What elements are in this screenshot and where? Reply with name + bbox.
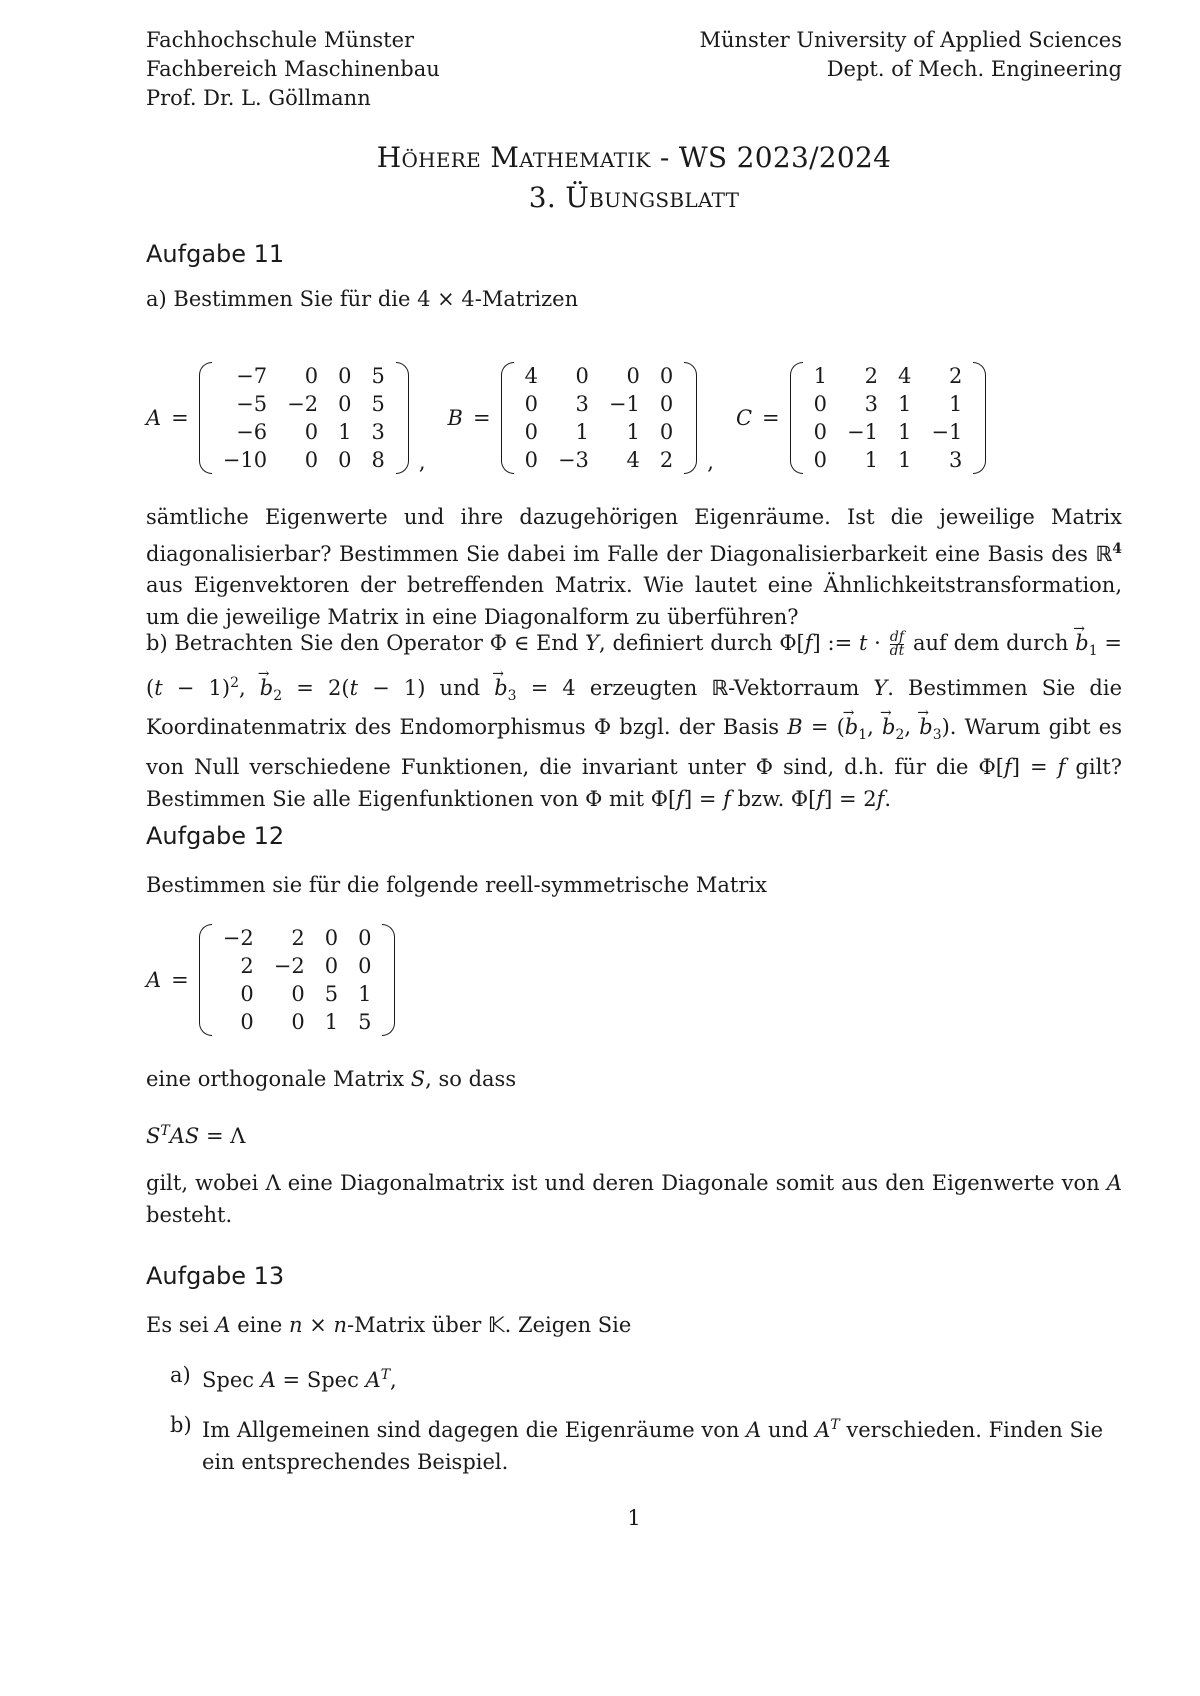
task-12-equation: $S^TAS = \Lambda$ — [146, 1123, 246, 1148]
header-left — [146, 26, 440, 113]
title-line-1: Höhere Mathematik - WS 2023/2024 — [376, 141, 892, 174]
matrix-c: 1 2 4 2 0 3 1 1 0 −1 1 −1 0 1 1 3 — [790, 362, 987, 474]
page-title — [146, 138, 1122, 218]
task-12-intro: Bestimmen sie für die folgende reell-symmetrische Matrix — [146, 873, 767, 897]
matrix-label: A — [146, 968, 162, 992]
header-university-en: Münster University of Applied Sciences — [699, 28, 1122, 52]
header-department-de: Fachbereich Maschinenbau — [146, 57, 440, 81]
task-12-conclusion: gilt, wobei Λ eine Diagonalmatrix ist und deren Diagonale somit aus den Eigenwerte von A besteht. — [146, 1171, 1122, 1227]
task-11-b-text: b) Betrachten Sie den Operator Φ ∈ End Y, definiert durch Φ[f] := t · $\frac{df}{dt}$ auf dem durch → $b_1 = (t - 1)^2$, → $b_2 = 2(t - 1)$ und → $b_3 = 4$ erzeugten ℝ-Vektorraum Y. Bestimmen Sie die Koordinatenmatrix des Endomorphismus Φ bzgl. der Basis B = (→ $b_1$, → $b_2$, → $b_3$). Warum gibt es von Null verschiedene Funktionen, die invariant unter Φ sind, d.h. für die Φ[f] = f gilt? Bestimmen Sie alle Eigenfunktionen von Φ mit Φ[f] = f bzw. Φ[f] = 2f. — [146, 628, 1122, 815]
matrix-b-label: B — [447, 406, 463, 430]
header-university-de: Fachhochschule Münster — [146, 28, 415, 52]
matrix-b: 4 0 0 0 0 3 −1 0 0 1 1 0 0 −3 4 2 — [501, 362, 698, 474]
matrix-a: −7 0 0 5 −5 −2 0 5 −6 0 1 3 −10 0 0 8 — [199, 362, 409, 474]
task-12-line-2: eine orthogonale Matrix S, so dass — [146, 1067, 517, 1091]
matrix-c-label: C — [735, 406, 753, 430]
task-13-heading: Aufgabe 13 — [146, 1262, 285, 1290]
task-13-item-b: b) Im Allgemeinen sind dagegen die Eigenräume von A und $A^T$ verschieden. Finden Sie ein entsprechendes Beispiel. — [170, 1413, 1104, 1474]
task-13-intro: Es sei A eine n × n-Matrix über 𝕂. Zeigen Sie — [146, 1313, 632, 1337]
task-13-item-a: a) Spec A = Spec $A^T$, — [170, 1363, 397, 1392]
task-12-matrix-row: A = −2 2 0 0 2 −2 0 0 0 0 5 1 0 0 1 5 — [146, 924, 395, 1036]
symmetric-matrix: −2 2 0 0 2 −2 0 0 0 0 5 1 0 0 1 5 — [199, 924, 396, 1036]
task-11-matrices: A = −7 0 0 5 −5 −2 0 5 −6 0 1 3 −10 0 0 8 , B = 4 0 0 0 0 3 −1 0 0 1 1 0 0 −3 4 2 , C = 1 2 4 2 0 3 1 1 0 −1 1 −1 0 1 1 3 — [146, 362, 986, 474]
matrix-a-label: A — [146, 406, 162, 430]
title-line-2: 3. Übungsblatt — [528, 181, 740, 214]
derivative-fraction: $\frac{df}{dt}$ — [889, 629, 905, 659]
task-11-heading: Aufgabe 11 — [146, 240, 285, 268]
header-professor: Prof. Dr. L. Göllmann — [146, 86, 371, 110]
task-11-a-text: sämtliche Eigenwerte und ihre dazugehörigen Eigenräume. Ist die jeweilige Matrix diagonalisierbar? Bestimmen Sie dabei im Falle der Diagonalisierbarkeit eine Basis des ℝ$^4$ aus Eigenvektoren der betreffenden Matrix. Wie lautet eine Ähnlichkeitstransformation, um die jeweilige Matrix in eine Diagonalform zu überführen? — [146, 505, 1122, 629]
header-department-en: Dept. of Mech. Engineering — [826, 57, 1122, 81]
task-12-heading: Aufgabe 12 — [146, 822, 285, 850]
header-right — [699, 26, 1122, 84]
page-number: 1 — [627, 1506, 641, 1530]
task-11-a-intro: a) Bestimmen Sie für die 4 × 4-Matrizen — [146, 287, 579, 311]
